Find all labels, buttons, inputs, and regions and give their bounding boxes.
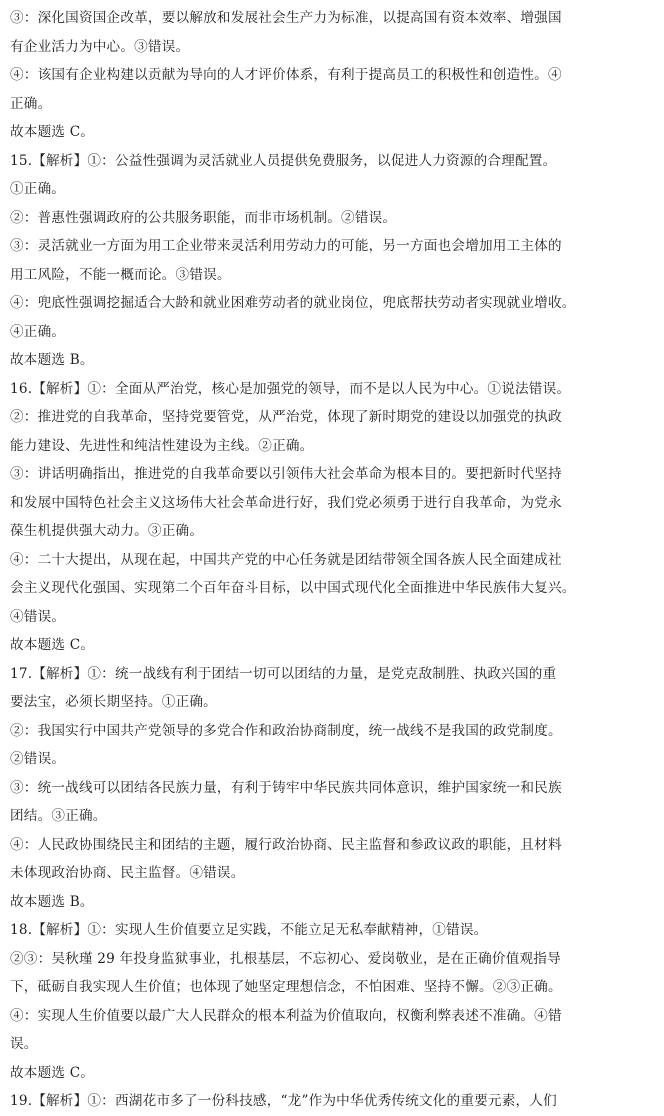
text-line: 和发展中国特色社会主义这场伟大社会革命进行好，我们党必须勇于进行自我革命，为党永 xyxy=(10,494,562,511)
text-line: 故本题选 B。 xyxy=(10,893,94,910)
text-line: 故本题选 C。 xyxy=(10,124,95,140)
text-line: 下，砥砺自我实现人生价值；也体现了她坚定理想信念，不怕困难、坚持不懈。②③正确。 xyxy=(10,979,562,995)
text-line: 18.【解析】①：实现人生价值要立足实践，不能立足无私奉献精神，①错误。 xyxy=(10,922,488,938)
text-line: 葆生机提供强大动力。③正确。 xyxy=(10,523,204,539)
text-line: 故本题选 C。 xyxy=(10,637,95,653)
text-line: 团结。③正确。 xyxy=(10,808,107,824)
text-line: 用工风险，不能一概而论。③错误。 xyxy=(10,266,231,283)
text-line: ④：二十大提出，从现在起，中国共产党的中心任务就是团结带领全国各族人民全面建成社 xyxy=(10,551,562,568)
text-line: 17.【解析】①：统一战线有利于团结一切可以团结的力量，是党克敌制胜、执政兴国的重 xyxy=(10,665,557,682)
text-line: ②：我国实行中国共产党领导的多党合作和政治协商制度，统一战线不是我国的政党制度。 xyxy=(10,722,562,739)
text-line: ④错误。 xyxy=(10,608,66,625)
text-line: ②③：吴秋瑾 29 年投身监狱事业，扎根基层，不忘初心、爱岗敬业，是在正确价值观指导 xyxy=(10,950,561,967)
text-line: 要法宝，必须长期坚持。①正确。 xyxy=(10,694,217,710)
text-line: ②：普惠性强调政府的公共服务职能，而非市场机制。②错误。 xyxy=(10,209,397,226)
text-line: 16.【解析】①：全面从严治党，核心是加强党的领导，而不是以人民为中心。①说法错误。 xyxy=(10,380,571,397)
text-line: ②：推进党的自我革命，坚持党要管党，从严治党，体现了新时期党的建设以加强党的执政 xyxy=(10,409,562,425)
text-line: ④：兜底性强调挖掘适合大龄和就业困难劳动者的就业岗位，兜底帮扶劳动者实现就业增收。 xyxy=(10,295,576,311)
text-line: ④：人民政协围绕民主和团结的主题，履行政治协商、民主监督和参政议政的职能，且材料 xyxy=(10,836,562,853)
text-line: 有企业活力为中心。③错误。 xyxy=(10,38,190,55)
text-line: ④：实现人生价值要以最广大人民群众的根本利益为价值取向，权衡利弊表述不准确。④错 xyxy=(10,1007,562,1024)
text-line: ③：讲话明确指出，推进党的自我革命要以引领伟大社会革命为根本目的。要把新时代坚持 xyxy=(10,466,562,482)
text-line: ③：灵活就业一方面为用工企业带来灵活利用劳动力的可能，另一方面也会增加用工主体的 xyxy=(10,238,562,254)
text-line: 故本题选 C。 xyxy=(10,1064,95,1081)
text-line: 能力建设、先进性和纯洁性建设为主线。②正确。 xyxy=(10,437,314,454)
text-line: ①正确。 xyxy=(10,181,66,197)
text-line: 15.【解析】①：公益性强调为灵活就业人员提供免费服务，以促进人力资源的合理配置。 xyxy=(10,152,557,169)
text-line: 故本题选 B。 xyxy=(10,352,94,368)
text-line: ④：该国有企业构建以贡献为导向的人才评价体系，有利于提高员工的积极性和创造性。④ xyxy=(10,67,562,83)
text-line: 误。 xyxy=(10,1036,38,1052)
text-line: 未体现政治协商、民主监督。④错误。 xyxy=(10,865,245,881)
text-line: ④正确。 xyxy=(10,323,66,340)
text-line: 19.【解析】①：西湖花市多了一份科技感，“龙”作为中华优秀传统文化的重要元素，人们 xyxy=(10,1093,557,1109)
text-line: ②错误。 xyxy=(10,751,66,767)
text-line: 正确。 xyxy=(10,95,52,112)
text-line: ③：统一战线可以团结各民族力量，有利于铸牢中华民族共同体意识，维护国家统一和民族 xyxy=(10,779,562,796)
text-line: ③：深化国资国企改革，要以解放和发展社会生产力为标准，以提高国有资本效率、增强国 xyxy=(10,10,562,26)
text-line: 会主义现代化强国、实现第二个百年奋斗目标，以中国式现代化全面推进中华民族伟大复兴。 xyxy=(10,580,576,596)
